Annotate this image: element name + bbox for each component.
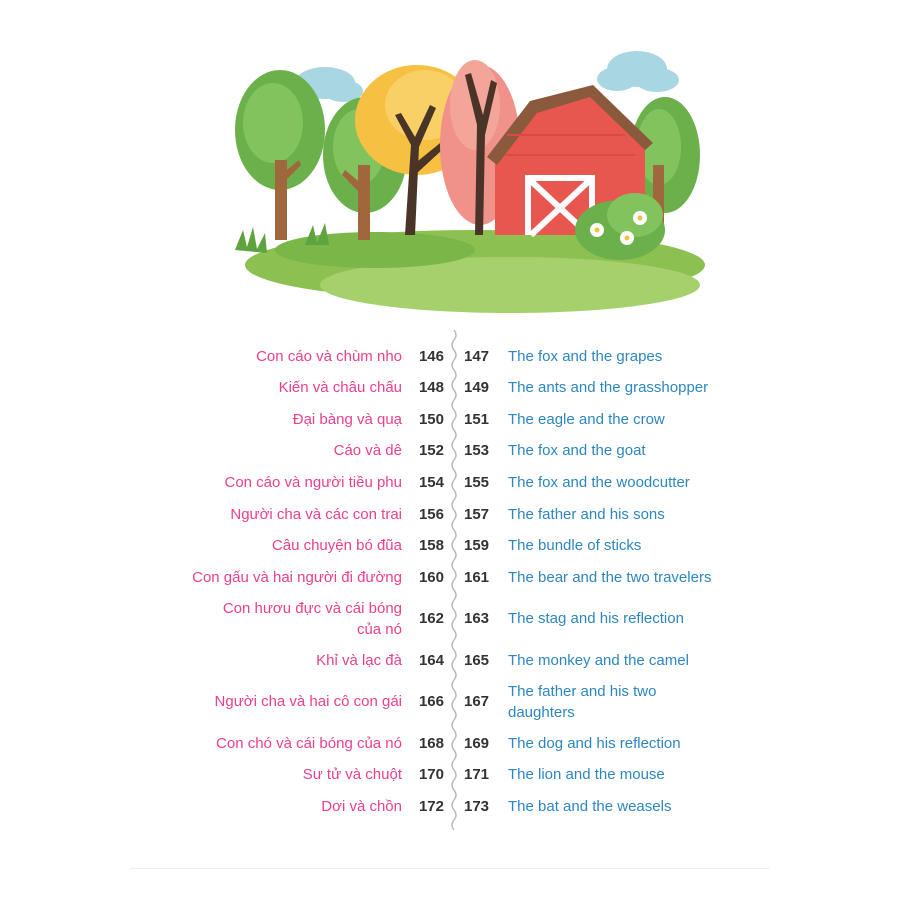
page-number-vi: 146 — [418, 348, 444, 365]
title-en: The fox and the woodcutter — [508, 474, 690, 491]
page-number-en: 167 — [464, 693, 490, 710]
title-vi: Con cáo và chùm nho — [256, 348, 402, 365]
farm-illustration — [225, 35, 715, 320]
title-vi: Kiến và châu chấu — [278, 379, 402, 396]
title-vi: Cáo và dê — [333, 442, 402, 459]
page-number-vi: 162 — [418, 610, 444, 627]
title-vi: Con cáo và người tiều phu — [224, 474, 402, 491]
page-number-en: 157 — [464, 506, 490, 523]
title-en: The bat and the weasels — [508, 798, 672, 815]
page-number-en: 151 — [464, 411, 490, 428]
title-vi: Đại bàng và quạ — [292, 411, 402, 428]
title-en: The bear and the two travelers — [508, 569, 712, 586]
page-number-vi: 172 — [418, 798, 444, 815]
title-vi: Sư tử và chuột — [302, 766, 402, 783]
page-number-en: 161 — [464, 569, 490, 586]
title-en: The fox and the goat — [508, 442, 646, 459]
page-number-en: 149 — [464, 379, 490, 396]
page-number-vi: 158 — [418, 537, 444, 554]
title-en: The bundle of sticks — [508, 537, 642, 554]
page-number-en: 165 — [464, 652, 490, 669]
title-vi: Người cha và hai cô con gái — [214, 693, 402, 710]
page-number-vi: 170 — [418, 766, 444, 783]
title-vi: Khỉ và lạc đà — [316, 652, 402, 669]
page-number-vi: 168 — [418, 735, 444, 752]
page-number-en: 159 — [464, 537, 490, 554]
title-en: The monkey and the camel — [508, 652, 689, 669]
title-en: The father and his two daughters — [508, 683, 657, 721]
center-divider — [446, 330, 462, 830]
page-number-en: 169 — [464, 735, 490, 752]
wavy-line — [452, 330, 456, 830]
title-en: The stag and his reflection — [508, 610, 684, 627]
tree-left — [235, 70, 325, 240]
page-number-en: 171 — [464, 766, 490, 783]
title-vi: Con chó và cái bóng của nó — [216, 735, 402, 752]
page-bottom-rule — [130, 868, 770, 869]
page-number-en: 153 — [464, 442, 490, 459]
page-number-en: 163 — [464, 610, 490, 627]
title-en: The fox and the grapes — [508, 348, 663, 365]
page-number-vi: 152 — [418, 442, 444, 459]
title-vi: Câu chuyện bó đũa — [271, 537, 402, 554]
page-number-vi: 154 — [418, 474, 444, 491]
page-number-vi: 156 — [418, 506, 444, 523]
page-number-en: 173 — [464, 798, 490, 815]
title-vi: Con hươu đực và cái bóng của nó — [222, 600, 402, 638]
page-number-vi: 164 — [418, 652, 444, 669]
title-en: The dog and his reflection — [508, 735, 681, 752]
title-en: The father and his sons — [508, 506, 665, 523]
title-en: The ants and the grasshopper — [508, 379, 709, 396]
title-en: The eagle and the crow — [508, 411, 665, 428]
page-number-vi: 150 — [418, 411, 444, 428]
page-number-en: 155 — [464, 474, 490, 491]
page-number-vi: 148 — [418, 379, 444, 396]
title-en: The lion and the mouse — [508, 766, 665, 783]
cloud-right-icon — [597, 51, 679, 92]
title-vi: Dơi và chồn — [321, 798, 402, 815]
title-vi: Người cha và các con trai — [230, 506, 402, 523]
title-vi: Con gấu và hai người đi đường — [192, 569, 402, 586]
page-number-en: 147 — [464, 348, 490, 365]
page-number-vi: 160 — [418, 569, 444, 586]
page-number-vi: 166 — [418, 693, 444, 710]
